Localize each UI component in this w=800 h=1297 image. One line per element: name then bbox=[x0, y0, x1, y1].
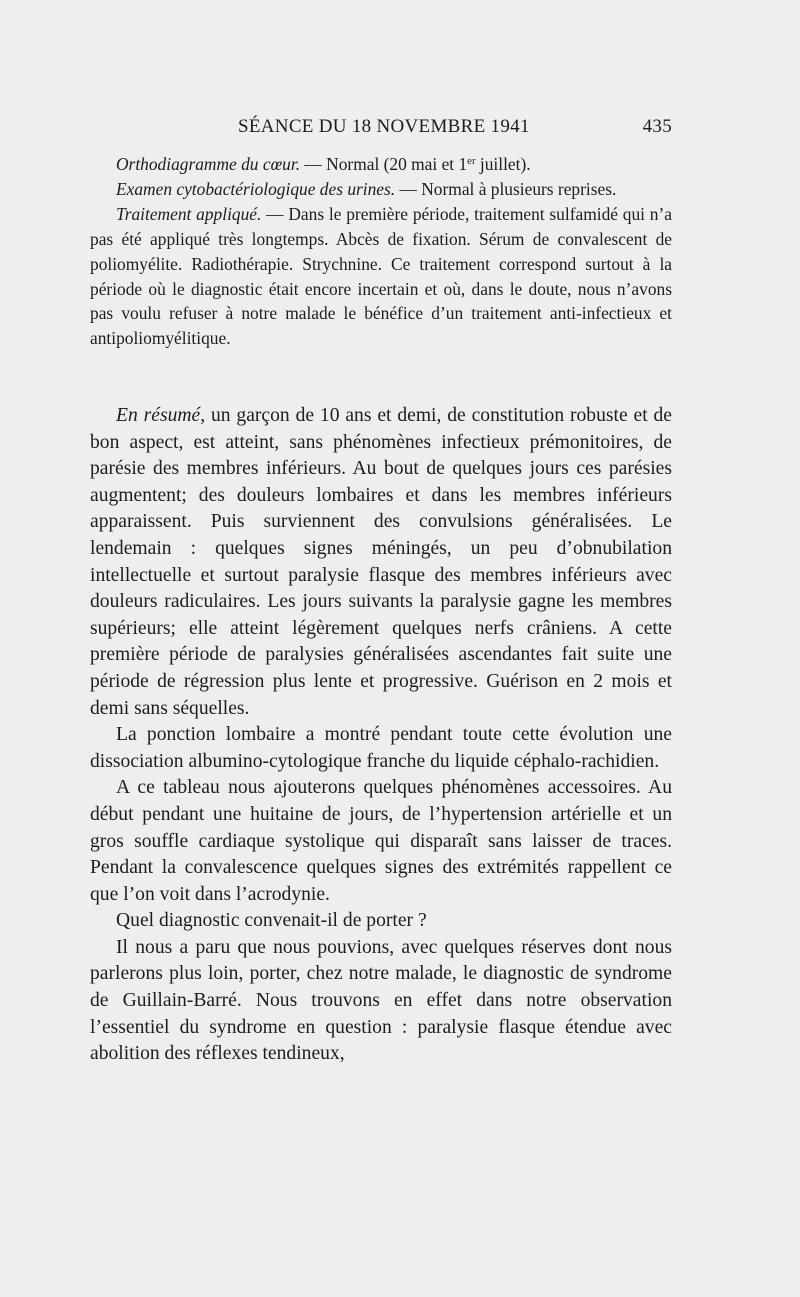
paragraph-ponction: La ponction lombaire a montré pendant toute cette évolution une dissociation albumino-cytologique franche du liquide céphalo-rachidien. bbox=[90, 724, 672, 772]
superscript: er bbox=[467, 155, 476, 168]
running-header bbox=[90, 116, 672, 146]
paragraph-examen bbox=[90, 177, 672, 202]
small-print-section bbox=[90, 152, 672, 351]
paragraph-text: un garçon de 10 ans et demi, de constitution robuste et de bon aspect, est atteint, sans phénomènes infectieux prémonitoires, de parésie des membres inférieurs. Au bout de quelques jours ces parésies augmentent; des douleurs lombaires et dans les membres inférieurs apparaissent. Puis surviennent des convulsions généralisées. Le lendemain : quelques signes méningés, un peu d’obnubilation intellectuelle et surtout paralysie flasque des membres inférieurs avec douleurs radiculaires. Les jours suivants la paralysie gagne les membres supérieurs; elle atteint légèrement quelques nerfs crâniens. A cette première période de paralysies généralisées ascendantes fait suite une période de régression plus lente et progressive. Guérison en 2 mois et demi sans séquelles. bbox=[90, 405, 672, 719]
paragraph-traitement bbox=[90, 202, 672, 351]
paragraph-resume bbox=[90, 403, 672, 722]
page-number: 435 bbox=[642, 116, 672, 137]
paragraph-text: — Normal (20 mai et 1 bbox=[300, 154, 468, 174]
paragraph-text: — Normal à plusieurs reprises. bbox=[395, 178, 617, 199]
main-text-section bbox=[90, 403, 672, 1068]
paragraph-text: juillet). bbox=[475, 154, 531, 174]
paragraph-label: Traitement appliqué. bbox=[116, 203, 262, 224]
paragraph-text: — Dans le première période, traitement sulfamidé qui n’a pas été appliqué très longtemps. Abcès de fixation. Sérum de convalescent de poliomyélite. Radiothérapie. Strychnine. Ce traitement correspond surtout à la période où le diagnostic était encore incertain et où, dans le doute, nous n’avons pas voulu refuser à notre malade le bénéfice d’un traitement anti-infectieux et antipoliomyélitique. bbox=[90, 203, 672, 349]
paragraph-label: Examen cytobactériologique des urines. bbox=[116, 178, 396, 199]
paragraph-diagnostic: Il nous a paru que nous pouvions, avec quelques réserves dont nous parlerons plus loin, porter, chez notre malade, le diagnostic de syndrome de Guillain-Barré. Nous trouvons en effet dans notre observation l’essentiel du syndrome en question : paralysie flasque étendue avec abolition des réflexes tendineux, bbox=[90, 936, 672, 1065]
paragraph-label: Orthodiagramme du cœur. bbox=[116, 154, 301, 174]
running-title: SÉANCE DU 18 NOVEMBRE 1941 bbox=[238, 116, 530, 137]
paragraph-question: Quel diagnostic convenait-il de porter ? bbox=[116, 910, 427, 932]
paragraph-orthodiagramme bbox=[90, 152, 672, 177]
paragraph-label: En résumé, bbox=[116, 405, 206, 426]
paragraph-tableau: A ce tableau nous ajouterons quelques phénomènes accessoires. Au début pendant une huitaine de jours, de l’hypertension artérielle et un gros souffle cardiaque systolique qui disparaît sans laisser de traces. Pendant la convalescence quelques signes des extrémités rappellent ce que l’on voit dans l’acrodynie. bbox=[90, 777, 672, 905]
